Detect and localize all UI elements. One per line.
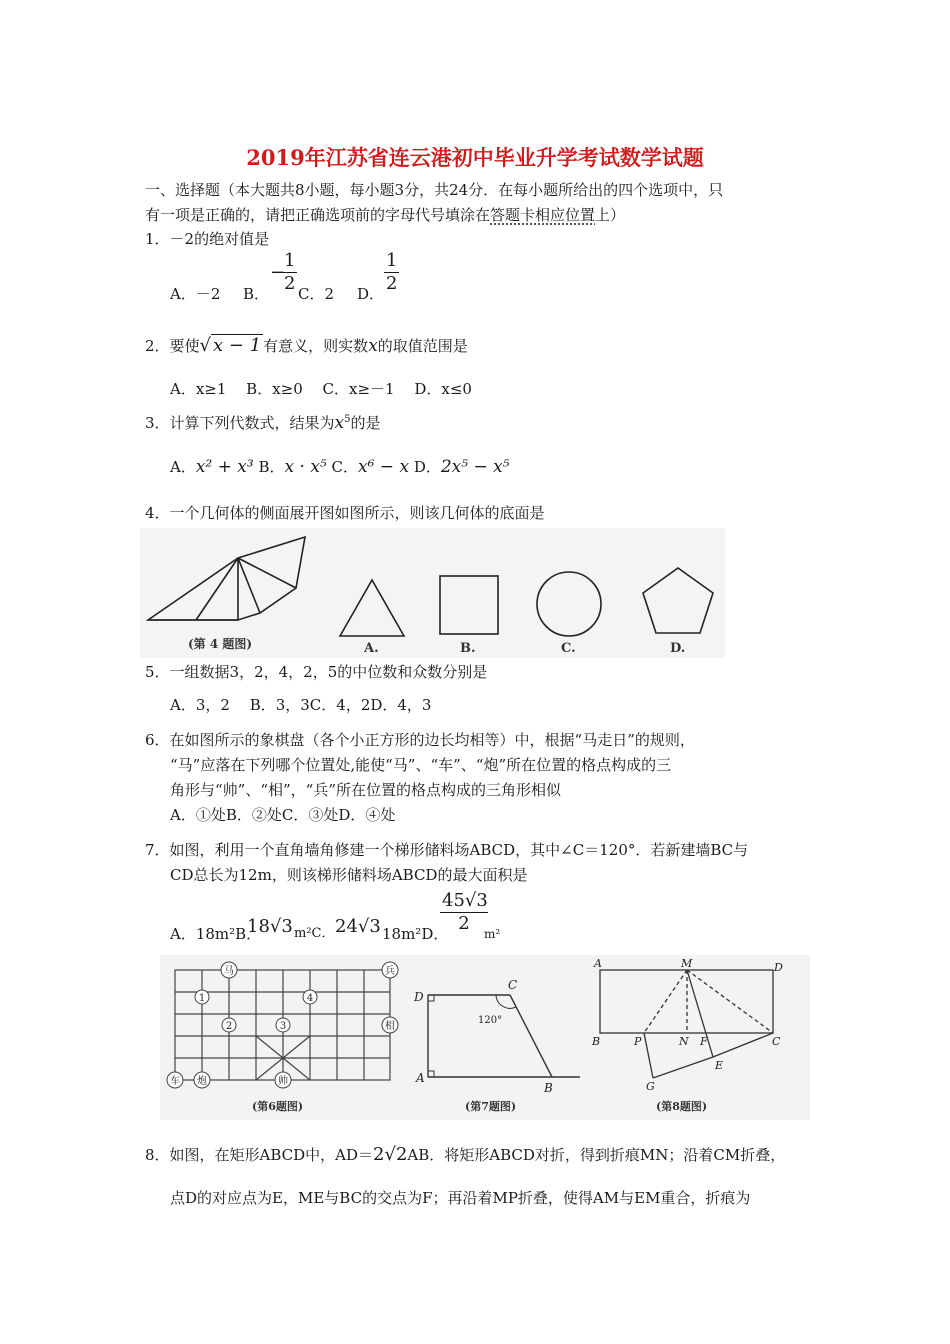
circled-1: 1 — [198, 993, 206, 1004]
section-heading-line2 — [145, 205, 625, 225]
q1-stem: 1．－2的绝对值是 — [145, 230, 270, 248]
q6-options: A．①处B．②处C．③处D．④处 — [170, 806, 396, 824]
piece-soldier: 兵 — [385, 966, 395, 977]
q5-stem: 5．一组数据3，2，4，2，5的中位数和众数分别是 — [145, 663, 488, 681]
fraction-denominator: 2 — [386, 273, 398, 294]
f8-label-e: E — [715, 1059, 724, 1072]
circled-4: 4 — [306, 993, 314, 1004]
f7-label-c: C — [508, 978, 518, 992]
q3-stem-start: 3．计算下列代数式，结果为 — [145, 414, 335, 432]
q2-radicand: x − 1 — [213, 335, 262, 356]
f8-label-f: F — [700, 1035, 708, 1048]
f8-label-c: C — [772, 1035, 781, 1048]
q2-stem-middle: 有意义，则实数 — [263, 337, 369, 355]
fraction-numerator: 1 — [386, 250, 398, 271]
q6-line2: “马”应落在下列哪个位置处,能使“马”、“车”、“炮”所在位置的格点构成的三 — [170, 756, 672, 774]
q2-options: A．x≥1 B．x≥0 C．x≥－1 D．x≤0 — [170, 380, 472, 398]
q7-options — [170, 890, 570, 943]
q7-option-d-fraction — [440, 890, 488, 935]
q4-label-c: C. — [561, 641, 576, 656]
piece-minister: 相 — [385, 1021, 395, 1032]
fraction-denominator: 2 — [458, 913, 470, 934]
q8-expression: 2√2 — [373, 1144, 408, 1165]
answer-sheet-emphasis: 答题卡相应位置 — [490, 206, 596, 224]
q4-caption: (第 4 题图) — [188, 637, 253, 651]
q3-option-d-expr: 2x⁵ − x⁵ — [440, 457, 510, 477]
fraction-numerator: 45√3 — [442, 890, 488, 911]
q8-line1-end: AB．将矩形ABCD对折，得到折痕MN；沿着CM折叠， — [407, 1146, 786, 1164]
q3-option-d-label: D． — [413, 458, 441, 476]
q7-line1: 7．如图，利用一个直角墙角修建一个梯形储料场ABCD，其中∠C＝120°．若新建墙BC与 — [145, 841, 749, 859]
q8-line1 — [145, 1145, 785, 1165]
figure8-caption: (第8题图) — [656, 1100, 708, 1113]
q4-stem: 4．一个几何体的侧面展开图如图所示，则该几何体的底面是 — [145, 504, 545, 522]
f8-label-g: G — [646, 1080, 655, 1093]
f8-label-a: A — [594, 957, 602, 970]
q2-radical: √ x − 1 — [199, 335, 262, 356]
page-title: 2019年江苏省连云港初中毕业升学考试数学试题 — [246, 145, 704, 170]
figure6-caption: (第6题图) — [252, 1100, 304, 1113]
f7-label-b: B — [544, 1081, 553, 1095]
q7-option-c-unit: 18m²D． — [382, 925, 449, 943]
fraction-numerator: 1 — [284, 250, 296, 271]
q1-option-d-fraction — [384, 250, 399, 295]
q1-option-b-label: B． — [243, 285, 270, 303]
piece-horse: 马 — [224, 966, 234, 977]
piece-chariot: 车 — [170, 1076, 180, 1087]
f8-label-b: B — [592, 1035, 601, 1048]
f8-label-m: M — [681, 957, 693, 970]
piece-cannon: 炮 — [197, 1076, 207, 1087]
q7-option-a: A．18m²B． — [170, 925, 262, 943]
q3-options — [170, 457, 510, 477]
q3-option-c-label: C． — [331, 458, 358, 476]
q2-stem — [145, 336, 468, 356]
q3-option-c-expr: x⁶ − x — [357, 457, 410, 477]
f7-label-d: D — [414, 990, 424, 1004]
circled-2: 2 — [225, 1021, 233, 1032]
f7-label-a: A — [416, 1071, 425, 1085]
q1-option-b-sign: − — [270, 262, 286, 283]
q7-option-c-expr: 24√3 — [335, 916, 381, 937]
circled-3: 3 — [279, 1021, 287, 1032]
q3-expression: x — [334, 413, 345, 433]
q3-option-b-expr: x · x⁵ — [284, 457, 327, 477]
q7-line2: CD总长为12m，则该梯形储料场ABCD的最大面积是 — [170, 866, 528, 884]
f8-label-d: D — [774, 961, 783, 974]
q1-option-a: A．－2 — [170, 285, 221, 303]
f8-label-p: P — [634, 1035, 642, 1048]
q4-label-b: B. — [460, 641, 476, 656]
q4-figure — [140, 528, 725, 658]
section-heading-end: 上） — [595, 206, 626, 224]
section-heading-text: 有一项是正确的，请把正确选项前的字母代号填涂在 — [145, 206, 491, 224]
q8-line2: 点D的对应点为E，ME与BC的交点为F；再沿着MP折叠，使得AM与EM重合，折痕为 — [170, 1189, 751, 1207]
q8-line1-start: 8．如图，在矩形ABCD中，AD＝ — [145, 1146, 374, 1164]
q1-option-d-label: D． — [357, 285, 385, 303]
figure7-caption: (第7题图) — [465, 1100, 517, 1113]
f8-label-n: N — [679, 1035, 689, 1048]
q3-option-a-expr: x² + x³ — [195, 457, 254, 477]
q3-stem-end: 的是 — [350, 414, 381, 432]
q3-option-a-label: A． — [170, 458, 196, 476]
q3-exponent: 5 — [344, 414, 351, 425]
piece-general: 帅 — [278, 1076, 288, 1087]
q2-variable: x — [368, 336, 378, 356]
q6-line3: 角形与“帅”、“相”，“兵”所在位置的格点构成的三角形相似 — [170, 781, 562, 799]
q3-option-b-label: B． — [258, 458, 285, 476]
q5-options: A．3，2 B．3，3C．4，2D．4，3 — [170, 696, 432, 714]
f7-angle: 120° — [478, 1015, 503, 1026]
section-heading-line1: 一、选择题（本大题共8小题，每小题3分，共24分．在每小题所给出的四个选项中，只 — [145, 181, 724, 199]
q7-option-b-expr: 18√3 — [247, 916, 293, 937]
fraction-denominator: 2 — [284, 273, 296, 294]
q4-label-d: D. — [670, 641, 686, 656]
q7-option-d-unit: m² — [484, 927, 501, 941]
q6-line1: 6．在如图所示的象棋盘（各个小正方形的边长均相等）中，根据“马走日”的规则， — [145, 731, 695, 749]
figures-6-7-8 — [160, 955, 810, 1120]
q7-option-b-unit: m²C． — [294, 926, 335, 941]
q2-stem-start: 2．要使 — [145, 337, 200, 355]
q1-option-b-fraction — [282, 250, 297, 295]
q2-stem-end: 的取值范围是 — [377, 337, 468, 355]
q4-label-a: A. — [364, 641, 379, 656]
q3-stem — [145, 410, 381, 433]
q1-option-c: C．2 — [298, 285, 335, 303]
